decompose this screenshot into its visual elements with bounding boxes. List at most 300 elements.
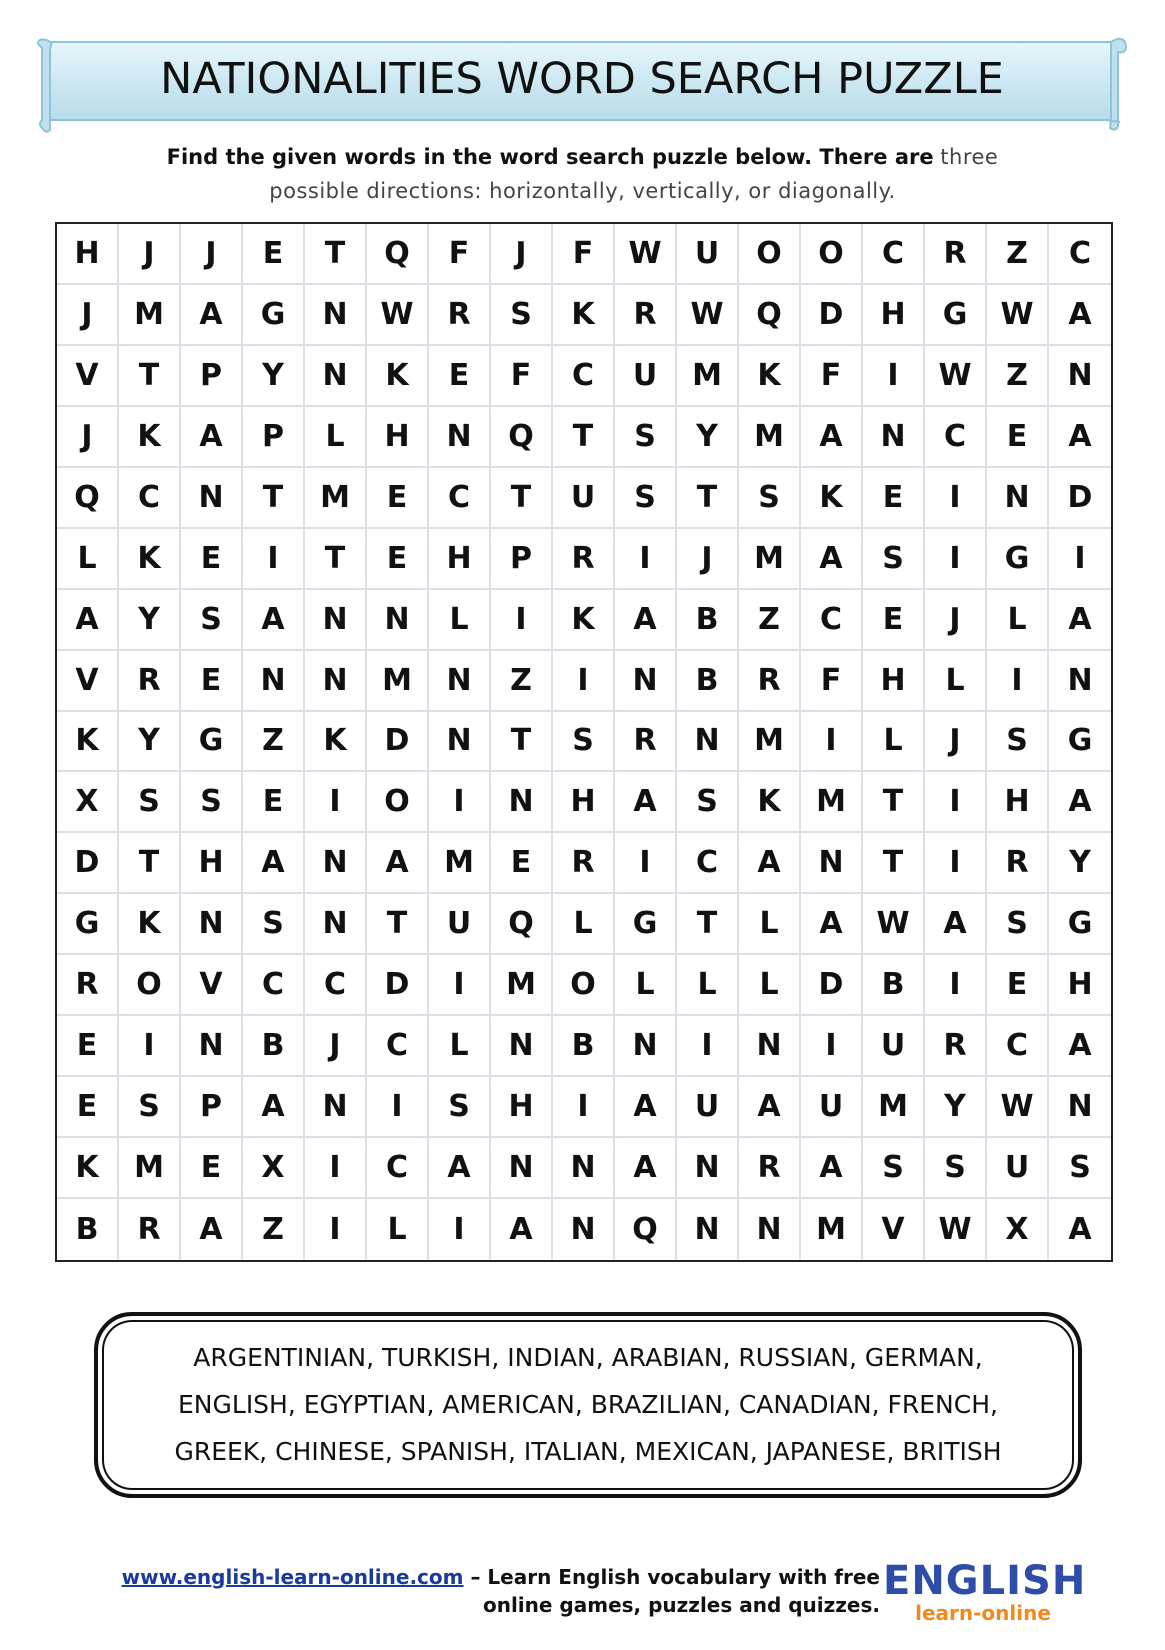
grid-cell[interactable]: W — [367, 285, 429, 346]
grid-cell[interactable]: A — [801, 1138, 863, 1199]
grid-cell[interactable]: N — [615, 1016, 677, 1077]
grid-cell[interactable]: E — [181, 651, 243, 712]
grid-cell[interactable]: D — [801, 285, 863, 346]
grid-cell[interactable]: S — [863, 1138, 925, 1199]
grid-cell[interactable]: W — [987, 285, 1049, 346]
grid-cell[interactable]: K — [119, 894, 181, 955]
grid-cell[interactable]: A — [367, 833, 429, 894]
instructions-line-2: possible directions: horizontally, vertically, or diagonally. — [269, 179, 896, 203]
grid-cell[interactable]: F — [553, 224, 615, 285]
instructions — [100, 140, 1065, 208]
instructions-line-1 — [100, 140, 1065, 174]
grid-cell[interactable]: S — [925, 1138, 987, 1199]
grid-cell[interactable]: N — [987, 468, 1049, 529]
grid-cell[interactable]: A — [181, 285, 243, 346]
grid-cell[interactable]: N — [863, 407, 925, 468]
grid-cell[interactable]: W — [677, 285, 739, 346]
grid-cell[interactable]: S — [739, 468, 801, 529]
grid-cell[interactable]: N — [367, 590, 429, 651]
grid-cell[interactable]: D — [57, 833, 119, 894]
grid-cell[interactable]: I — [429, 955, 491, 1016]
grid-cell[interactable]: T — [305, 224, 367, 285]
grid-cell[interactable]: W — [925, 1199, 987, 1260]
grid-cell[interactable]: C — [863, 224, 925, 285]
grid-cell[interactable]: M — [119, 1138, 181, 1199]
grid-cell[interactable]: D — [367, 712, 429, 773]
grid-cell[interactable]: L — [429, 1016, 491, 1077]
grid-cell[interactable]: G — [1049, 712, 1111, 773]
grid-cell[interactable]: M — [863, 1077, 925, 1138]
grid-cell[interactable]: A — [1049, 285, 1111, 346]
grid-cell[interactable]: A — [243, 833, 305, 894]
grid-cell[interactable]: A — [615, 772, 677, 833]
grid-cell[interactable]: W — [863, 894, 925, 955]
grid-cell[interactable]: C — [429, 468, 491, 529]
grid-cell[interactable]: S — [987, 894, 1049, 955]
grid-cell[interactable]: N — [305, 1077, 367, 1138]
grid-cell[interactable]: L — [987, 590, 1049, 651]
grid-cell[interactable]: S — [119, 1077, 181, 1138]
grid-cell[interactable]: R — [615, 712, 677, 773]
grid-cell[interactable]: A — [491, 1199, 553, 1260]
grid-cell[interactable]: G — [925, 285, 987, 346]
grid-cell[interactable]: Q — [57, 468, 119, 529]
grid-cell[interactable]: I — [243, 529, 305, 590]
grid-cell[interactable]: E — [429, 346, 491, 407]
grid-cell[interactable]: M — [677, 346, 739, 407]
grid-cell[interactable]: T — [863, 772, 925, 833]
grid-cell[interactable]: U — [677, 1077, 739, 1138]
grid-cell[interactable]: N — [553, 1199, 615, 1260]
grid-cell[interactable]: A — [615, 1077, 677, 1138]
grid-cell[interactable]: H — [1049, 955, 1111, 1016]
grid-cell[interactable]: C — [243, 955, 305, 1016]
grid-cell[interactable]: B — [677, 590, 739, 651]
grid-cell[interactable]: I — [553, 1077, 615, 1138]
grid-cell[interactable]: M — [119, 285, 181, 346]
grid-cell[interactable]: Y — [119, 712, 181, 773]
grid-cell[interactable]: N — [491, 772, 553, 833]
grid-cell[interactable]: R — [925, 224, 987, 285]
grid-cell[interactable]: R — [57, 955, 119, 1016]
grid-cell[interactable]: P — [491, 529, 553, 590]
grid-cell[interactable]: R — [925, 1016, 987, 1077]
grid-cell[interactable]: K — [367, 346, 429, 407]
grid-cell[interactable]: K — [119, 529, 181, 590]
grid-cell[interactable]: H — [367, 407, 429, 468]
grid-cell[interactable]: I — [925, 833, 987, 894]
grid-cell[interactable]: M — [801, 1199, 863, 1260]
grid-cell[interactable]: T — [863, 833, 925, 894]
grid-cell[interactable]: G — [181, 712, 243, 773]
grid-cell[interactable]: A — [801, 894, 863, 955]
grid-cell[interactable]: S — [243, 894, 305, 955]
grid-cell[interactable]: R — [553, 529, 615, 590]
grid-cell[interactable]: T — [677, 468, 739, 529]
grid-cell[interactable]: C — [119, 468, 181, 529]
grid-cell[interactable]: E — [863, 468, 925, 529]
grid-cell[interactable]: C — [677, 833, 739, 894]
grid-cell[interactable]: N — [305, 833, 367, 894]
word-search-grid — [55, 222, 1113, 1262]
grid-cell[interactable]: N — [429, 651, 491, 712]
grid-cell[interactable]: I — [553, 651, 615, 712]
grid-cell[interactable]: I — [429, 1199, 491, 1260]
grid-cell[interactable]: S — [615, 468, 677, 529]
grid-cell[interactable]: U — [987, 1138, 1049, 1199]
grid-cell[interactable]: F — [491, 346, 553, 407]
grid-cell[interactable]: I — [925, 468, 987, 529]
grid-cell[interactable]: Z — [987, 224, 1049, 285]
grid-cell[interactable]: S — [1049, 1138, 1111, 1199]
grid-cell[interactable]: B — [57, 1199, 119, 1260]
grid-cell[interactable]: R — [987, 833, 1049, 894]
grid-cell[interactable]: T — [491, 712, 553, 773]
grid-cell[interactable]: A — [615, 1138, 677, 1199]
grid-cell[interactable]: J — [305, 1016, 367, 1077]
grid-cell[interactable]: T — [119, 346, 181, 407]
grid-cell[interactable]: M — [801, 772, 863, 833]
grid-cell[interactable]: C — [987, 1016, 1049, 1077]
grid-cell[interactable]: S — [491, 285, 553, 346]
grid-cell[interactable]: E — [367, 529, 429, 590]
grid-cell[interactable]: Y — [243, 346, 305, 407]
grid-cell[interactable]: F — [429, 224, 491, 285]
grid-cell[interactable]: G — [57, 894, 119, 955]
grid-cell[interactable]: Z — [739, 590, 801, 651]
grid-cell[interactable]: S — [987, 712, 1049, 773]
grid-cell[interactable]: D — [367, 955, 429, 1016]
grid-cell[interactable]: A — [181, 407, 243, 468]
grid-cell[interactable]: W — [925, 346, 987, 407]
grid-cell[interactable]: A — [739, 833, 801, 894]
footer-text-2: online games, puzzles and quizzes. — [482, 1593, 880, 1617]
grid-cell[interactable]: M — [367, 651, 429, 712]
grid-cell[interactable]: A — [801, 529, 863, 590]
grid-cell[interactable]: J — [491, 224, 553, 285]
grid-cell[interactable]: R — [119, 651, 181, 712]
grid-cell[interactable]: U — [863, 1016, 925, 1077]
grid-cell[interactable]: X — [243, 1138, 305, 1199]
grid-cell[interactable]: K — [739, 346, 801, 407]
grid-cell[interactable]: N — [739, 1199, 801, 1260]
grid-cell[interactable]: A — [1049, 1016, 1111, 1077]
grid-cell[interactable]: I — [615, 833, 677, 894]
grid-cell[interactable]: E — [491, 833, 553, 894]
grid-cell[interactable]: D — [801, 955, 863, 1016]
grid-cell[interactable]: Q — [367, 224, 429, 285]
grid-cell[interactable]: O — [119, 955, 181, 1016]
grid-cell[interactable]: A — [429, 1138, 491, 1199]
grid-cell[interactable]: V — [181, 955, 243, 1016]
grid-cell[interactable]: T — [119, 833, 181, 894]
grid-cell[interactable]: J — [925, 590, 987, 651]
grid-cell[interactable]: G — [1049, 894, 1111, 955]
grid-cell[interactable]: E — [367, 468, 429, 529]
grid-cell[interactable]: I — [305, 1138, 367, 1199]
grid-cell[interactable]: L — [739, 955, 801, 1016]
grid-cell[interactable]: Z — [987, 346, 1049, 407]
grid-cell[interactable]: C — [801, 590, 863, 651]
grid-cell[interactable]: I — [801, 1016, 863, 1077]
grid-cell[interactable]: G — [615, 894, 677, 955]
grid-cell[interactable]: B — [677, 651, 739, 712]
grid-cell[interactable]: Z — [243, 1199, 305, 1260]
grid-cell[interactable]: S — [181, 772, 243, 833]
grid-cell[interactable]: N — [553, 1138, 615, 1199]
grid-cell[interactable]: I — [677, 1016, 739, 1077]
grid-cell[interactable]: N — [305, 894, 367, 955]
grid-cell[interactable]: L — [925, 651, 987, 712]
grid-cell[interactable]: Q — [491, 894, 553, 955]
grid-cell[interactable]: L — [305, 407, 367, 468]
grid-cell[interactable]: N — [1049, 1077, 1111, 1138]
grid-cell[interactable]: J — [57, 407, 119, 468]
grid-cell[interactable]: M — [491, 955, 553, 1016]
grid-cell[interactable]: E — [863, 590, 925, 651]
grid-cell[interactable]: M — [305, 468, 367, 529]
grid-cell[interactable]: Y — [925, 1077, 987, 1138]
grid-cell[interactable]: T — [491, 468, 553, 529]
grid-cell[interactable]: J — [925, 712, 987, 773]
grid-cell[interactable]: I — [801, 712, 863, 773]
grid-cell[interactable]: N — [677, 1138, 739, 1199]
grid-cell[interactable]: Z — [243, 712, 305, 773]
grid-cell[interactable]: W — [615, 224, 677, 285]
grid-cell[interactable]: E — [57, 1077, 119, 1138]
grid-cell[interactable]: A — [1068, 1212, 1092, 1248]
grid-cell[interactable]: L — [739, 894, 801, 955]
grid-cell[interactable]: K — [57, 712, 119, 773]
grid-cell[interactable]: I — [925, 772, 987, 833]
grid-cell[interactable]: H — [181, 833, 243, 894]
grid-cell[interactable]: E — [987, 407, 1049, 468]
grid-cell[interactable]: R — [119, 1199, 181, 1260]
grid-cell[interactable]: I — [925, 955, 987, 1016]
grid-cell[interactable]: R — [429, 285, 491, 346]
grid-cell[interactable]: N — [181, 1016, 243, 1077]
grid-cell[interactable]: M — [739, 529, 801, 590]
grid-cell[interactable]: N — [429, 712, 491, 773]
grid-cell[interactable]: N — [739, 1016, 801, 1077]
word-list-box — [94, 1312, 1082, 1498]
grid-cell[interactable]: G — [243, 285, 305, 346]
grid-cell[interactable]: N — [491, 1016, 553, 1077]
grid-cell[interactable]: B — [243, 1016, 305, 1077]
grid-cell[interactable]: N — [305, 346, 367, 407]
grid-cell[interactable]: P — [243, 407, 305, 468]
grid-cell[interactable]: J — [119, 224, 181, 285]
grid-cell[interactable]: K — [739, 772, 801, 833]
grid-cell[interactable]: T — [305, 529, 367, 590]
grid-cell[interactable]: T — [677, 894, 739, 955]
grid-cell[interactable]: K — [305, 712, 367, 773]
grid-cell[interactable]: L — [863, 712, 925, 773]
grid-cell[interactable]: I — [491, 590, 553, 651]
grid-cell[interactable]: O — [801, 224, 863, 285]
grid-cell[interactable]: I — [615, 529, 677, 590]
grid-cell[interactable]: K — [553, 590, 615, 651]
grid-cell[interactable]: E — [987, 955, 1049, 1016]
grid-cell[interactable]: V — [57, 346, 119, 407]
grid-cell[interactable]: H — [863, 285, 925, 346]
grid-cell[interactable]: H — [553, 772, 615, 833]
grid-cell[interactable]: A — [57, 590, 119, 651]
grid-cell[interactable]: S — [429, 1077, 491, 1138]
grid-cell[interactable]: N — [181, 894, 243, 955]
grid-cell[interactable]: U — [677, 224, 739, 285]
grid-cell[interactable]: R — [615, 285, 677, 346]
grid-cell[interactable]: N — [677, 712, 739, 773]
grid-cell[interactable]: E — [243, 772, 305, 833]
grid-cell[interactable]: D — [1049, 468, 1111, 529]
grid-cell[interactable]: P — [181, 1077, 243, 1138]
site-logo — [883, 1558, 1087, 1630]
grid-cell[interactable]: A — [615, 590, 677, 651]
grid-cell[interactable]: I — [305, 1199, 367, 1260]
grid-cell[interactable]: A — [801, 407, 863, 468]
grid-cell[interactable]: N — [801, 833, 863, 894]
grid-cell[interactable]: F — [801, 346, 863, 407]
grid-cell[interactable]: H — [863, 651, 925, 712]
grid-cell[interactable]: S — [181, 590, 243, 651]
grid-cell[interactable]: L — [677, 955, 739, 1016]
grid-cell[interactable]: N — [1049, 651, 1111, 712]
grid-cell[interactable]: C — [367, 1138, 429, 1199]
grid-cell[interactable]: O — [739, 224, 801, 285]
grid-cell[interactable]: X — [987, 1199, 1049, 1260]
grid-cell[interactable]: Z — [491, 651, 553, 712]
grid-cell[interactable]: K — [57, 1138, 119, 1199]
grid-cell[interactable]: I — [1049, 529, 1111, 590]
grid-cell[interactable]: C — [925, 407, 987, 468]
grid-cell[interactable]: L — [367, 1199, 429, 1260]
grid-cell[interactable]: L — [429, 590, 491, 651]
instructions-count: three — [940, 145, 999, 169]
grid-cell[interactable]: C — [1049, 224, 1111, 285]
grid-cell[interactable]: R — [739, 651, 801, 712]
grid-cell[interactable]: H — [491, 1077, 553, 1138]
grid-cell[interactable]: S — [119, 772, 181, 833]
grid-cell[interactable]: Y — [1049, 833, 1111, 894]
grid-cell[interactable]: I — [863, 346, 925, 407]
grid-cell[interactable]: Y — [119, 590, 181, 651]
grid-cell[interactable]: E — [181, 529, 243, 590]
grid-cell[interactable]: I — [925, 529, 987, 590]
grid-cell[interactable]: H — [57, 224, 119, 285]
grid-cell[interactable]: K — [801, 468, 863, 529]
grid-cell[interactable]: N — [429, 407, 491, 468]
grid-cell[interactable]: Q — [491, 407, 553, 468]
grid-cell[interactable]: W — [987, 1077, 1049, 1138]
page-title: NATIONALITIES WORD SEARCH PUZZLE — [160, 54, 1004, 104]
grid-cell[interactable]: L — [615, 955, 677, 1016]
grid-cell[interactable]: O — [553, 955, 615, 1016]
grid-cell[interactable]: S — [615, 407, 677, 468]
grid-cell[interactable]: O — [367, 772, 429, 833]
grid-cell[interactable]: A — [181, 1199, 243, 1260]
grid-cell[interactable]: N — [243, 651, 305, 712]
grid-cell[interactable]: N — [305, 590, 367, 651]
grid-cell[interactable]: J — [57, 285, 119, 346]
grid-cell[interactable]: A — [739, 1077, 801, 1138]
grid-cell[interactable]: I — [305, 772, 367, 833]
grid-cell[interactable]: F — [801, 651, 863, 712]
grid-cell[interactable]: C — [367, 1016, 429, 1077]
grid-cell[interactable]: J — [677, 529, 739, 590]
grid-cell[interactable]: N — [615, 651, 677, 712]
grid-cell[interactable]: M — [739, 712, 801, 773]
grid-cell[interactable]: H — [987, 772, 1049, 833]
title-banner — [36, 36, 1128, 134]
grid-cell[interactable]: Q — [739, 285, 801, 346]
grid-cell[interactable]: K — [553, 285, 615, 346]
grid-cell[interactable]: N — [305, 651, 367, 712]
grid-cell[interactable]: K — [119, 407, 181, 468]
grid-cell[interactable]: J — [181, 224, 243, 285]
grid-cell[interactable]: A — [243, 590, 305, 651]
grid-cell[interactable]: M — [739, 407, 801, 468]
grid-cell[interactable]: U — [553, 468, 615, 529]
grid-cell[interactable]: A — [243, 1077, 305, 1138]
grid-cell[interactable]: H — [429, 529, 491, 590]
grid-cell[interactable]: V — [863, 1199, 925, 1260]
grid-cell[interactable]: A — [1049, 407, 1111, 468]
grid-cell[interactable]: E — [57, 1016, 119, 1077]
grid-cell[interactable]: C — [553, 346, 615, 407]
grid-cell[interactable]: T — [553, 407, 615, 468]
grid-cell[interactable]: E — [181, 1138, 243, 1199]
grid-cell[interactable]: M — [429, 833, 491, 894]
grid-cell[interactable]: L — [553, 894, 615, 955]
site-link[interactable]: www.english-learn-online.com — [121, 1565, 464, 1589]
grid-cell[interactable]: R — [739, 1138, 801, 1199]
grid-cell[interactable]: S — [677, 772, 739, 833]
grid-cell[interactable]: A — [925, 894, 987, 955]
grid-cell[interactable]: S — [863, 529, 925, 590]
grid-cell[interactable]: T — [367, 894, 429, 955]
grid-cell[interactable]: I — [429, 772, 491, 833]
grid-cell[interactable]: U — [429, 894, 491, 955]
grid-cell[interactable]: U — [801, 1077, 863, 1138]
grid-cell[interactable]: I — [367, 1077, 429, 1138]
grid-cell[interactable]: A — [1049, 772, 1111, 833]
grid-cell[interactable]: N — [1049, 346, 1111, 407]
grid-cell[interactable]: N — [491, 1138, 553, 1199]
grid-cell[interactable]: U — [615, 346, 677, 407]
grid-cell[interactable]: B — [863, 955, 925, 1016]
grid-cell[interactable]: N — [305, 285, 367, 346]
grid-cell[interactable]: N — [181, 468, 243, 529]
grid-cell[interactable]: X — [57, 772, 119, 833]
grid-cell[interactable]: S — [553, 712, 615, 773]
grid-cell[interactable]: Q — [615, 1199, 677, 1260]
grid-cell[interactable]: G — [987, 529, 1049, 590]
grid-cell[interactable]: A — [1049, 590, 1111, 651]
grid-cell[interactable]: P — [181, 346, 243, 407]
grid-cell[interactable]: C — [305, 955, 367, 1016]
grid-cell[interactable]: Y — [677, 407, 739, 468]
grid-cell[interactable]: T — [243, 468, 305, 529]
grid-cell[interactable]: N — [677, 1199, 739, 1260]
grid-cell[interactable]: I — [119, 1016, 181, 1077]
grid-cell[interactable]: B — [553, 1016, 615, 1077]
grid-cell[interactable]: V — [57, 651, 119, 712]
grid-cell[interactable]: E — [243, 224, 305, 285]
grid-cell[interactable]: R — [553, 833, 615, 894]
grid-cell[interactable]: I — [987, 651, 1049, 712]
grid-cell[interactable]: L — [57, 529, 119, 590]
